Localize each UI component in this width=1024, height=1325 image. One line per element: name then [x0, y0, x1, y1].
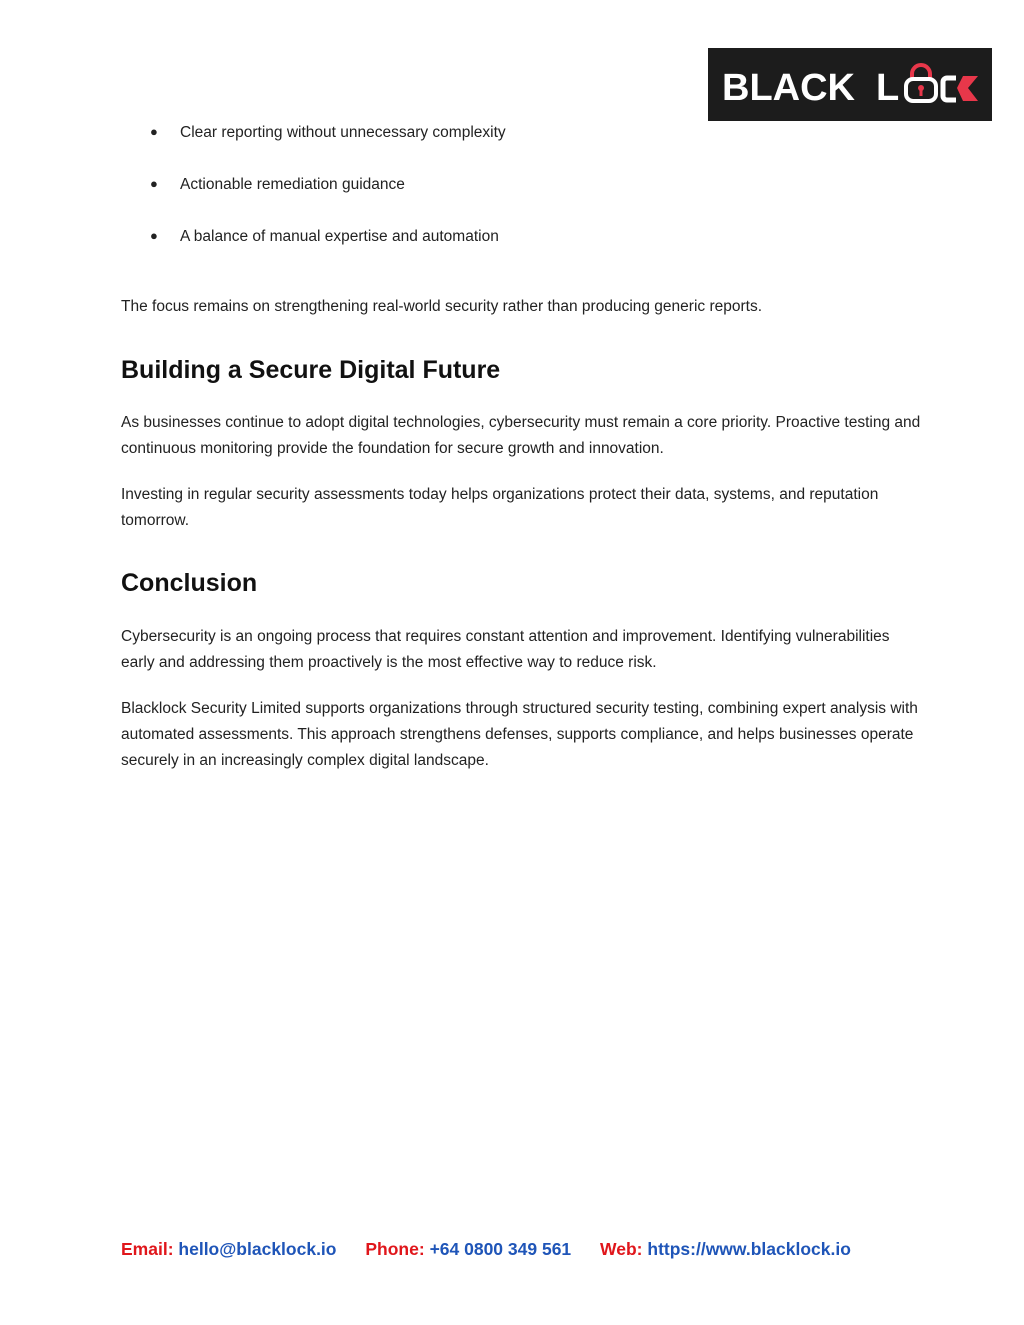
paragraph: As businesses continue to adopt digital technologies, cybersecurity must remain a core priority. Proactive testing and continuous monitoring provide the foundation for secure growth and innovation. — [121, 414, 921, 457]
contact-footer — [121, 1238, 851, 1260]
web-label: Web: — [600, 1239, 643, 1259]
list-item — [150, 174, 405, 195]
phone-link[interactable]: +64 0800 349 561 — [429, 1239, 572, 1259]
blacklock-logo — [708, 48, 992, 121]
list-item — [150, 226, 499, 247]
list-item — [150, 122, 506, 143]
section-heading-secure-future: Building a Secure Digital Future — [121, 356, 501, 384]
bullet-text: Actionable remediation guidance — [180, 176, 405, 193]
logo-icon — [716, 60, 984, 110]
section-heading-conclusion: Conclusion — [121, 569, 258, 597]
web-link[interactable]: https://www.blacklock.io — [647, 1239, 851, 1259]
svg-text:BLACK: BLACK — [722, 66, 855, 109]
bullet-icon: ● — [150, 176, 158, 191]
paragraph: Investing in regular security assessments today helps organizations protect their data, systems, and reputation tomorrow. — [121, 486, 879, 529]
email-link[interactable]: hello@blacklock.io — [178, 1239, 337, 1259]
bullet-text: A balance of manual expertise and automation — [180, 228, 499, 245]
bullet-text: Clear reporting without unnecessary complexity — [180, 124, 506, 141]
bullet-icon: ● — [150, 228, 158, 243]
email-label: Email: — [121, 1239, 174, 1259]
intro-paragraph: The focus remains on strengthening real-world security rather than producing generic reports. — [121, 298, 762, 315]
paragraph: Cybersecurity is an ongoing process that requires constant attention and improvement. Identifying vulnerabilities early and addressing them proactively is the most effective way to reduce risk. — [121, 628, 890, 671]
bullet-icon: ● — [150, 124, 158, 139]
phone-label: Phone: — [365, 1239, 425, 1259]
paragraph: Blacklock Security Limited supports organizations through structured security testing, combining expert analysis with automated assessments. This approach strengthens defenses, supports compliance, and helps businesses operate securely in an increasingly complex digital landscape. — [121, 700, 918, 769]
svg-text:L: L — [876, 66, 900, 109]
